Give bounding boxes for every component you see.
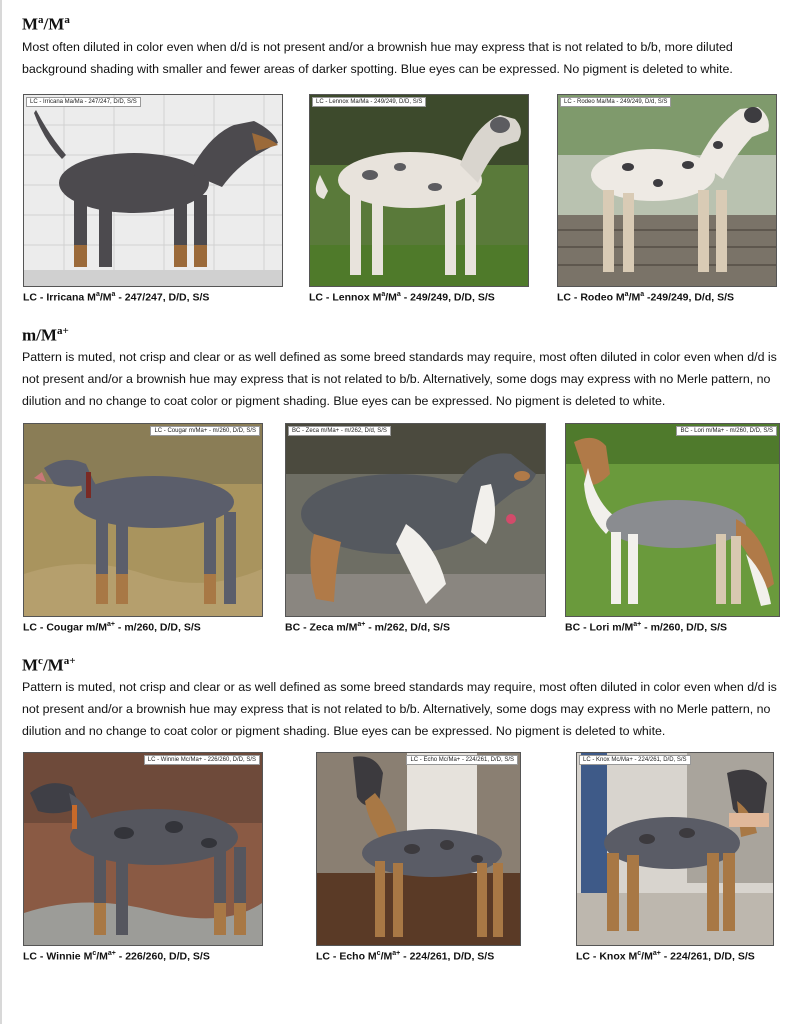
dog-caption-lennox: LC - Lennox $M^a/M^a - 249/249$, D/D, S/S <box>309 291 495 304</box>
dog-caption-winnie: LC - Winnie $M^c/M^{a+} - 226/260$, D/D, S/S <box>23 950 210 963</box>
dog-photo-echo <box>316 752 521 946</box>
section-description: Pattern is muted, not crisp and clear or as well defined as some breed standards may require, most often diluted in color even when d/d is not present and/or a brownish hue may express that is not related to b/b. Alternatively, some dogs may express with no Merle pattern, no dilution and no change to coat color or pigment shading. Blue eyes can be expressed. No pigment is deleted to white. <box>22 680 777 738</box>
section-description: Pattern is muted, not crisp and clear or as well defined as some breed standards may require, most often diluted in color even when d/d is not present and/or a brownish hue may express that is not related to b/b. Alternatively, some dogs may express with no Merle pattern, no dilution and no change to coat color or pigment shading. Blue eyes can be expressed. No pigment is deleted to white. <box>22 350 777 408</box>
photo-label: LC - Echo Mc/Ma+ - 224/261, D/D, S/S <box>406 755 518 765</box>
dog-caption-zeca: BC - Zeca $m/M^{a+} - m/262$, D/d, S/S <box>285 621 450 634</box>
photo-label: BC - Lori m/Ma+ - m/260, D/D, S/S <box>676 426 777 436</box>
photo-label: LC - Winnie Mc/Ma+ - 226/260, D/D, S/S <box>144 755 260 765</box>
page-edge <box>0 0 2 1024</box>
dog-photo-knox <box>576 752 774 946</box>
photo-label: LC - Rodeo Ma/Ma - 249/249, D/d, S/S <box>560 97 671 107</box>
section-description: Most often diluted in color even when d/d is not present and/or a brownish hue may express that is not related to b/b, more diluted background shading with smaller and fewer areas of darker spotting. Blue eyes can be expressed. No pigment is deleted to white. <box>22 40 733 76</box>
dog-photo-cougar <box>23 423 263 617</box>
section-heading-m-ma-plus: $m/M^{a+}$ <box>22 325 69 345</box>
section-heading-mc-ma-plus: $M^c/M^{a+}$ <box>22 655 76 675</box>
dog-photo-zeca <box>285 423 546 617</box>
dog-caption-cougar: LC - Cougar $m/M^{a+} - m/260$, D/D, S/S <box>23 621 201 634</box>
dog-caption-lori: BC - Lori $m/M^{a+} - m/260$, D/D, S/S <box>565 621 728 634</box>
photo-label: LC - Lennox Ma/Ma - 249/249, D/D, S/S <box>312 97 426 107</box>
dog-caption-irricana: LC - Irricana $M^a/M^a - 247/247$, D/D, S/S <box>23 291 210 304</box>
photo-label: LC - Knox Mc/Ma+ - 224/261, D/D, S/S <box>579 755 691 765</box>
dog-caption-echo: LC - Echo $M^c/M^{a+} - 224/261$, D/D, S/S <box>316 950 495 963</box>
dog-caption-rodeo: LC - Rodeo $M^a/M^a$ -249/249, D/d, S/S <box>557 291 735 304</box>
dog-photo-lori <box>565 423 780 617</box>
dog-photo-lennox <box>309 94 529 287</box>
dog-photo-irricana <box>23 94 283 287</box>
dog-photo-winnie <box>23 752 263 946</box>
section-heading-ma-ma: $M^a/M^a$ <box>22 14 70 34</box>
photo-label: LC - Cougar m/Ma+ - m/260, D/D, S/S <box>150 426 260 436</box>
photo-label: LC - Irricana Ma/Ma - 247/247, D/D, S/S <box>26 97 141 107</box>
photo-label: BC - Zeca m/Ma+ - m/262, D/d, S/S <box>288 426 391 436</box>
dog-caption-knox: LC - Knox $M^c/M^{a+} - 224/261$, D/D, S/S <box>576 950 755 963</box>
dog-photo-rodeo <box>557 94 777 287</box>
